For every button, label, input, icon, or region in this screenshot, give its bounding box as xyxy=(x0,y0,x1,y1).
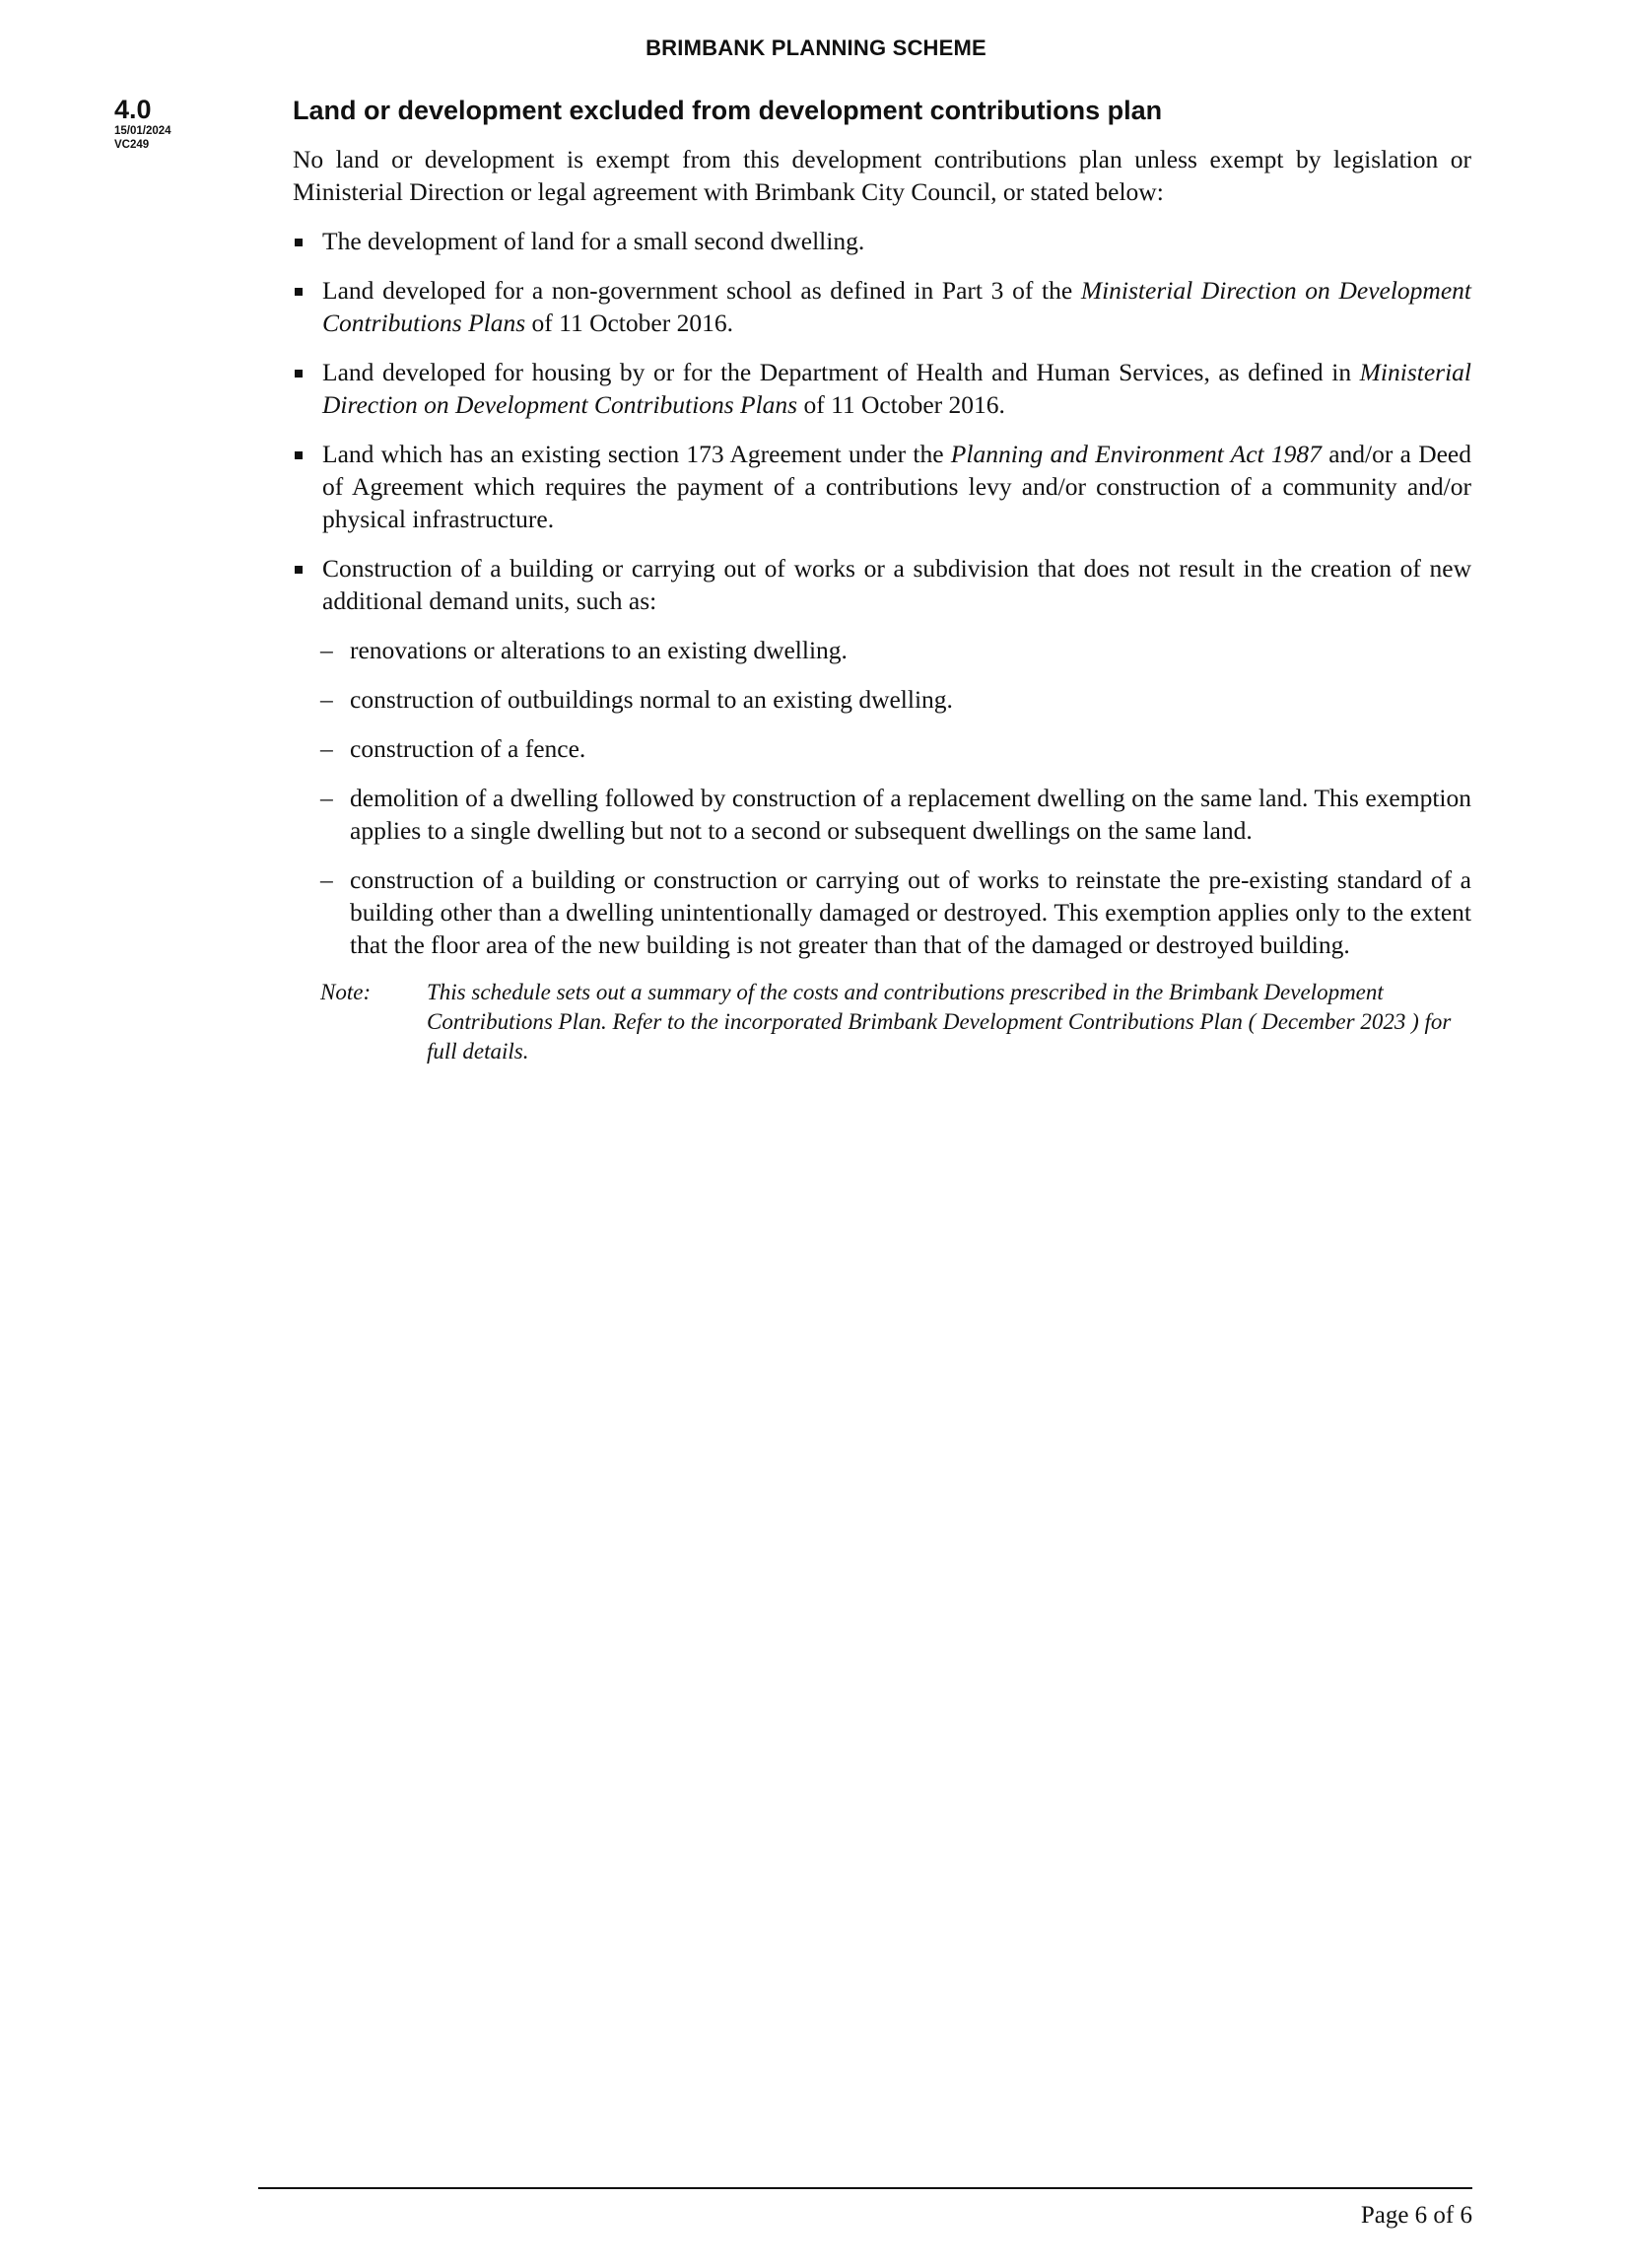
intro-paragraph: No land or development is exempt from this development contributions plan unless exempt by legislation or Ministerial Direction or legal agreement with Brimbank City Council, or stated below: xyxy=(293,145,1471,206)
sub-list-item-text: demolition of a dwelling followed by construction of a replacement dwelling on the same land. This exemption applies to a single dwelling but not to a second or subsequent dwellings on the same land. xyxy=(350,784,1471,845)
list-item-text: and/or a Deed of Agreement which requires the payment of a contributions levy and/or construction of a community and/or physical infrastructure. xyxy=(322,440,1471,533)
list-item xyxy=(293,274,1471,339)
clause-number: 4.0 xyxy=(114,95,152,124)
exemption-list xyxy=(293,225,1471,617)
dash-bullet-icon: – xyxy=(320,685,333,714)
list-item-text: of 11 October 2016. xyxy=(797,390,1005,419)
schedule-note xyxy=(320,978,1471,1066)
page-header-title: BRIMBANK PLANNING SCHEME xyxy=(646,35,986,60)
sub-list-item-text: renovations or alterations to an existing dwelling. xyxy=(350,636,848,664)
clause-meta xyxy=(114,95,272,152)
page-number: Page 6 of 6 xyxy=(1360,2202,1472,2229)
sub-list-item xyxy=(320,732,1471,765)
list-item-text: Construction of a building or carrying out of works or a subdivision that does not result in the creation of new additional demand units, such as: xyxy=(322,554,1471,615)
sub-list-item-text: construction of a building or construction or carrying out of works to reinstate the pre-existing standard of a building other than a dwelling unintentionally damaged or destroyed. This exemption applies only to the extent that the floor area of the new building is not greater than that of the damaged or destroyed building. xyxy=(350,865,1471,959)
sub-list-item xyxy=(320,782,1471,847)
footer-divider xyxy=(258,2187,1472,2189)
clause-date: 15/01/2024 xyxy=(114,125,171,137)
dash-bullet-icon: – xyxy=(320,784,333,812)
dash-bullet-icon: – xyxy=(320,636,333,664)
note-text: This schedule sets out a summary of the costs and contributions prescribed in the Brimbank Development Contributions Plan. Refer to the incorporated Brimbank Development Contributions Plan ( December 2023 ) for full details. xyxy=(427,980,1452,1064)
document-reference: Planning and Environment Act 1987 xyxy=(950,440,1322,468)
sub-list-item xyxy=(320,683,1471,716)
list-item xyxy=(293,356,1471,421)
list-item-text: The development of land for a small second dwelling. xyxy=(322,227,865,255)
list-item xyxy=(293,225,1471,257)
sub-list-item xyxy=(320,634,1471,666)
square-bullet-icon xyxy=(295,239,303,246)
dash-bullet-icon: – xyxy=(320,865,333,894)
clause-amendment-ref: VC249 xyxy=(114,139,150,151)
square-bullet-icon xyxy=(295,370,303,378)
dash-bullet-icon: – xyxy=(320,734,333,763)
list-item xyxy=(293,552,1471,617)
list-item-text: Land developed for housing by or for the Department of Health and Human Services, as defined in xyxy=(322,358,1360,386)
square-bullet-icon xyxy=(295,451,303,459)
document-reference: Ministerial Direction on Development Contributions Plans xyxy=(322,276,1471,337)
list-item-text: Land which has an existing section 173 Agreement under the xyxy=(322,440,951,468)
sub-list-item-text: construction of outbuildings normal to an existing dwelling. xyxy=(350,685,953,714)
list-item xyxy=(293,438,1471,535)
sub-list-item-text: construction of a fence. xyxy=(350,734,586,763)
list-item-text: of 11 October 2016. xyxy=(525,309,733,337)
square-bullet-icon xyxy=(295,566,303,574)
square-bullet-icon xyxy=(295,288,303,296)
section-title: Land or development excluded from development contributions plan xyxy=(293,96,1163,125)
document-reference: Ministerial Direction on Development Contributions Plans xyxy=(322,358,1471,419)
sub-list-item xyxy=(320,863,1471,961)
clause-content xyxy=(293,95,1471,1066)
list-item-text: Land developed for a non-government school as defined in Part 3 of the xyxy=(322,276,1081,305)
sub-exemption-list xyxy=(293,634,1471,961)
note-label: Note: xyxy=(320,980,372,1004)
